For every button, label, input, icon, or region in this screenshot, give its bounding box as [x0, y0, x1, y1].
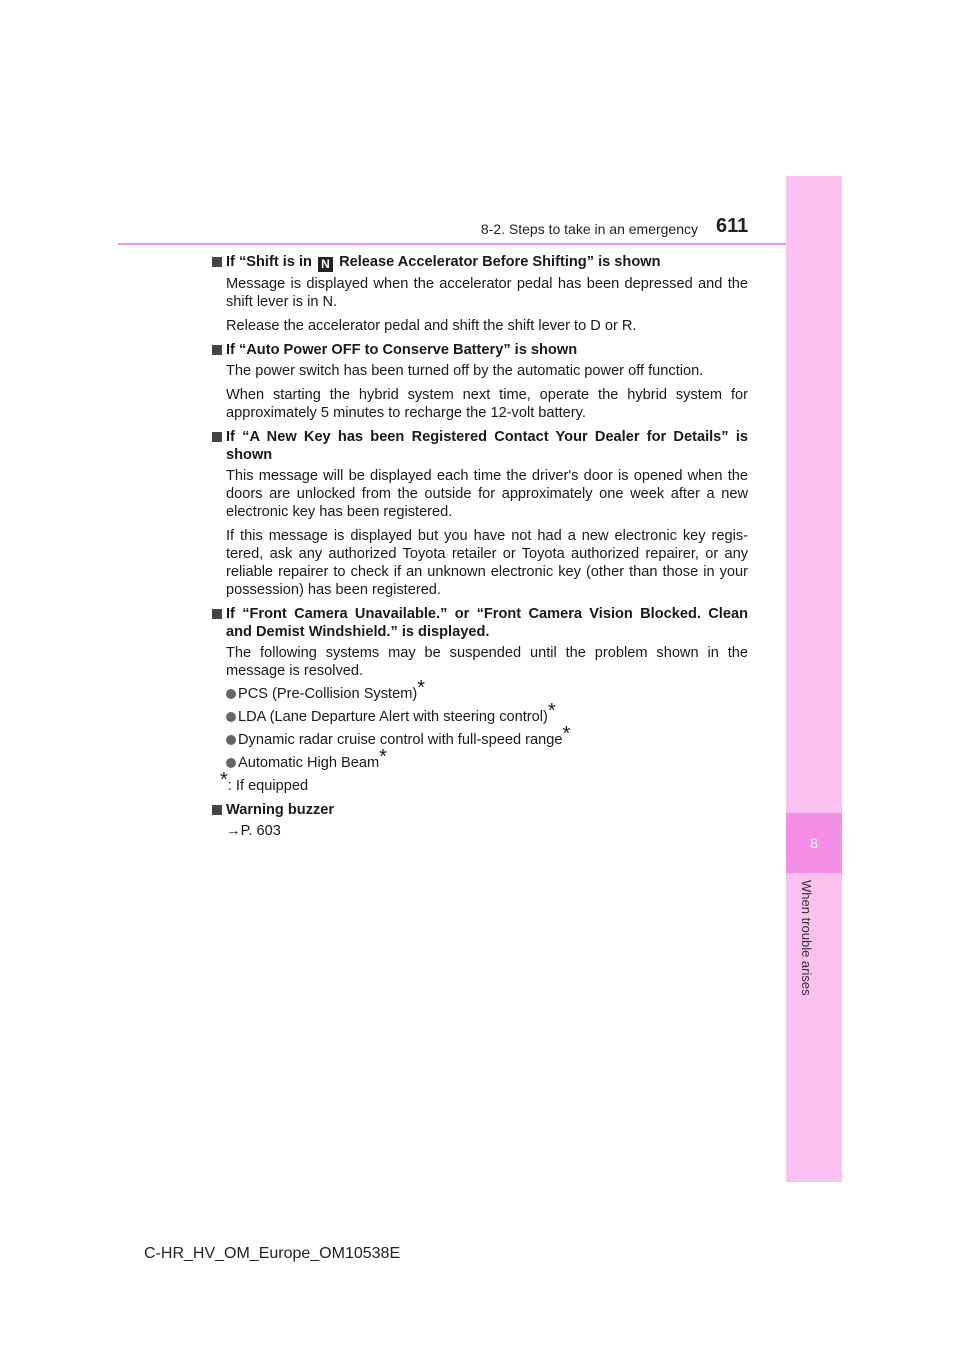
neutral-n-icon: N — [318, 257, 333, 272]
item-title-new-key: If “A New Key has been Registered Contact Your Dealer for Details” is shown — [212, 428, 748, 464]
paragraph: The power switch has been turned off by the automatic power off function. — [226, 363, 704, 379]
paragraph: Release the accelerator pedal and shift the shift lever to D or R. — [226, 318, 637, 334]
paragraph: Message is displayed when the accelerator pedal has been depressed and the shift lever is in N. — [226, 276, 748, 310]
paragraph: If this message is displayed but you have not had a new electronic key regis-tered, ask any authorized Toyota retailer or Toyota authorized repairer, or any reliable repairer to check if an unknown electronic key (other than those in your possession) has been registered. — [226, 528, 748, 598]
list-item: Automatic High Beam* — [212, 754, 748, 772]
item-title-front-camera: If “Front Camera Unavailable.” or “Front Camera Vision Blocked. Clean and Demist Windshield.” is displayed. — [212, 605, 748, 641]
asterisk-mark: * — [379, 746, 387, 768]
page-reference: →P. 603 — [226, 823, 281, 839]
square-bullet-icon — [212, 345, 222, 355]
list-item: LDA (Lane Departure Alert with steering control)* — [212, 708, 748, 726]
section-title: 8-2. Steps to take in an emergency — [480, 221, 698, 237]
header-rule — [118, 243, 786, 245]
item-title-warning-buzzer: Warning buzzer — [212, 801, 748, 819]
circle-bullet-icon — [226, 735, 236, 745]
circle-bullet-icon — [226, 758, 236, 768]
chapter-side-tab — [786, 176, 842, 1182]
list-item: Dynamic radar cruise control with full-speed range* — [212, 731, 748, 749]
circle-bullet-icon — [226, 712, 236, 722]
square-bullet-icon — [212, 432, 222, 442]
footnote: *: If equipped — [220, 769, 309, 794]
page-content — [212, 253, 748, 840]
page-number: 611 — [716, 215, 749, 237]
square-bullet-icon — [212, 257, 222, 267]
paragraph: This message will be displayed each time the driver's door is opened when the doors are unlocked from the outside for approximately one week after a new electronic key has been registered. — [226, 468, 748, 520]
asterisk-mark: * — [547, 700, 556, 722]
list-item: PCS (Pre-Collision System)* — [212, 685, 748, 703]
chapter-number: 8 — [810, 835, 818, 851]
paragraph: When starting the hybrid system next time, operate the hybrid system for approximately 5 minutes to recharge the 12-volt battery. — [226, 387, 748, 421]
item-title-auto-power-off: If “Auto Power OFF to Conserve Battery” is shown — [212, 341, 748, 359]
paragraph: The following systems may be suspended until the problem shown in the message is resolved. — [226, 645, 748, 679]
square-bullet-icon — [212, 805, 222, 815]
circle-bullet-icon — [226, 689, 236, 699]
asterisk-mark: * — [562, 723, 571, 745]
chapter-label: When trouble arises — [799, 880, 814, 996]
asterisk-mark: * — [417, 677, 426, 699]
document-code: C-HR_HV_OM_Europe_OM10538E — [144, 1245, 401, 1262]
square-bullet-icon — [212, 609, 222, 619]
asterisk-mark: * — [220, 769, 228, 791]
chapter-number-box — [786, 813, 842, 873]
item-title-shift: If “Shift is in N Release Accelerator Before Shifting” is shown — [212, 253, 748, 272]
